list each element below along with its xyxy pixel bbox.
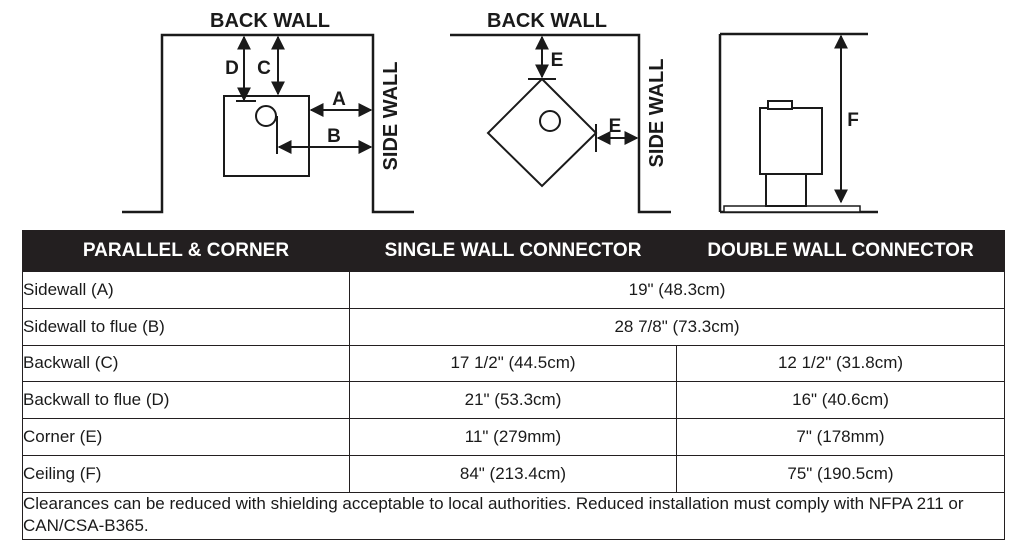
header-parallel-corner: PARALLEL & CORNER <box>23 231 350 272</box>
header-double-wall-connector: DOUBLE WALL CONNECTOR <box>677 231 1005 272</box>
clearance-diagrams <box>0 0 1020 225</box>
stove-body-diagonal <box>488 79 596 186</box>
row-label: Sidewall to flue (B) <box>23 308 350 345</box>
dimension-b-label: B <box>327 126 341 147</box>
table-header-row <box>23 231 1005 272</box>
side-wall-label: SIDE WALL <box>646 58 668 168</box>
single-wall-value: 84" (213.4cm) <box>350 455 677 492</box>
stove-pedestal <box>766 172 806 206</box>
single-wall-value: 17 1/2" (44.5cm) <box>350 345 677 382</box>
double-wall-value: 16" (40.6cm) <box>677 382 1005 419</box>
merged-value: 28 7/8" (73.3cm) <box>350 308 1005 345</box>
table-row <box>23 345 1005 382</box>
back-wall-label: BACK WALL <box>487 10 607 32</box>
single-wall-value: 21" (53.3cm) <box>350 382 677 419</box>
stove-flue-collar <box>768 101 792 109</box>
side-wall-label: SIDE WALL <box>380 61 402 171</box>
dimension-a-label: A <box>332 89 346 110</box>
stove-side-body <box>760 108 822 174</box>
merged-value: 19" (48.3cm) <box>350 272 1005 309</box>
double-wall-value: 75" (190.5cm) <box>677 455 1005 492</box>
table-row <box>23 272 1005 309</box>
row-label: Corner (E) <box>23 419 350 456</box>
flue-collar <box>256 106 276 126</box>
flue-collar <box>540 111 560 131</box>
dimension-e-top-label: E <box>550 50 564 71</box>
double-wall-value: 12 1/2" (31.8cm) <box>677 345 1005 382</box>
dimension-d-label: D <box>225 58 239 79</box>
back-wall-label: BACK WALL <box>210 10 330 32</box>
double-wall-value: 7" (178mm) <box>677 419 1005 456</box>
corner-installation-diagram <box>450 10 671 212</box>
table-row <box>23 308 1005 345</box>
table-row <box>23 419 1005 456</box>
ceiling-clearance-diagram <box>720 34 878 212</box>
parallel-installation-diagram <box>122 10 414 212</box>
dimension-e-side-label: E <box>608 116 622 137</box>
table-row <box>23 382 1005 419</box>
header-single-wall-connector: SINGLE WALL CONNECTOR <box>350 231 677 272</box>
single-wall-value: 11" (279mm) <box>350 419 677 456</box>
table-note: Clearances can be reduced with shielding acceptable to local authorities. Reduced installation must comply with NFPA 211 or CAN/CSA-B365. <box>23 492 1005 539</box>
clearance-table <box>22 230 1005 540</box>
dimension-f-label: F <box>847 110 859 131</box>
table-row <box>23 455 1005 492</box>
row-label: Sidewall (A) <box>23 272 350 309</box>
row-label: Backwall (C) <box>23 345 350 382</box>
row-label: Backwall to flue (D) <box>23 382 350 419</box>
table-note-row <box>23 492 1005 539</box>
row-label: Ceiling (F) <box>23 455 350 492</box>
dimension-c-label: C <box>257 58 271 79</box>
